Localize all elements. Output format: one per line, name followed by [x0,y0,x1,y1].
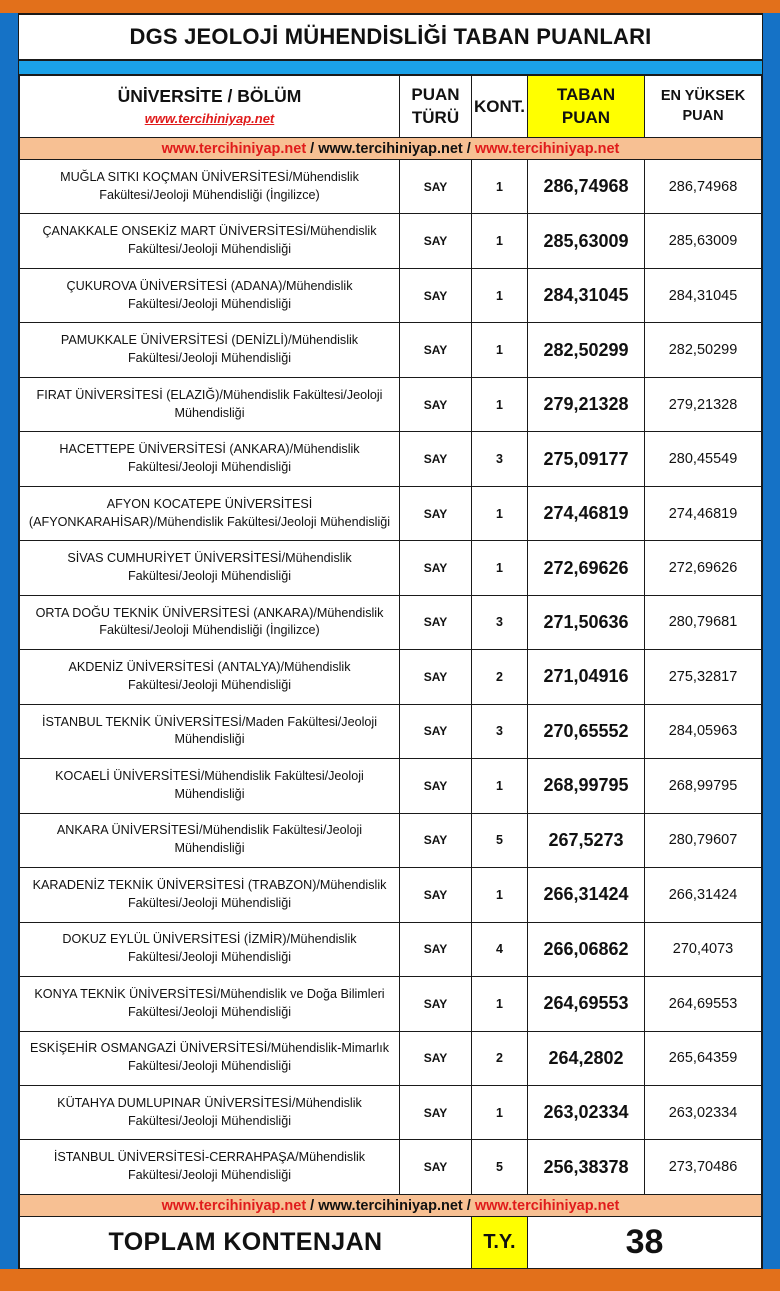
row-quota: 1 [472,214,528,268]
row-base-score: 284,31045 [528,268,645,322]
row-base-score: 264,2802 [528,1031,645,1085]
top-orange-band [0,0,780,13]
column-header-base-score [528,76,645,138]
row-base-score: 264,69553 [528,977,645,1031]
row-highest-score: 268,99795 [645,759,762,813]
page-title: DGS JEOLOJİ MÜHENDİSLİĞİ TABAN PUANLARI [129,24,652,49]
score-sheet [18,13,763,1269]
table-row [20,323,762,377]
row-highest-score: 273,70486 [645,1140,762,1195]
table-row [20,432,762,486]
row-highest-score: 264,69553 [645,977,762,1031]
row-quota: 1 [472,377,528,431]
row-quota: 5 [472,813,528,867]
row-highest-score: 285,63009 [645,214,762,268]
total-quota-badge: T.Y. [472,1217,528,1269]
row-highest-score: 266,31424 [645,868,762,922]
row-university: AFYON KOCATEPE ÜNİVERSİTESİ (AFYONKARAHİSAR)/Mühendislik Fakültesi/Jeoloji Mühendisliği [20,486,400,540]
row-university: İSTANBUL ÜNİVERSİTESİ-CERRAHPAŞA/Mühendislik Fakültesi/Jeoloji Mühendisliği [20,1140,400,1195]
row-quota: 3 [472,432,528,486]
total-quota-row [20,1217,762,1269]
row-base-score: 266,06862 [528,922,645,976]
row-highest-score: 263,02334 [645,1085,762,1139]
base-scores-table [19,75,762,1269]
table-row [20,704,762,758]
row-score-type: SAY [400,268,472,322]
watermark-sep-2: / [462,140,475,157]
row-score-type: SAY [400,160,472,214]
row-quota: 5 [472,1140,528,1195]
row-base-score: 270,65552 [528,704,645,758]
row-base-score: 271,50636 [528,595,645,649]
row-highest-score: 286,74968 [645,160,762,214]
watermark-link-5: www.tercihiniyap.net [318,1197,463,1214]
row-base-score: 268,99795 [528,759,645,813]
row-university: PAMUKKALE ÜNİVERSİTESİ (DENİZLİ)/Mühendislik Fakültesi/Jeoloji Mühendisliği [20,323,400,377]
row-quota: 1 [472,759,528,813]
row-university: KOCAELİ ÜNİVERSİTESİ/Mühendislik Fakültesi/Jeoloji Mühendisliği [20,759,400,813]
row-university: AKDENİZ ÜNİVERSİTESİ (ANTALYA)/Mühendislik Fakültesi/Jeoloji Mühendisliği [20,650,400,704]
row-university: FIRAT ÜNİVERSİTESİ (ELAZIĞ)/Mühendislik Fakültesi/Jeoloji Mühendisliği [20,377,400,431]
table-row [20,922,762,976]
row-quota: 1 [472,868,528,922]
row-base-score: 274,46819 [528,486,645,540]
row-base-score: 272,69626 [528,541,645,595]
row-quota: 1 [472,977,528,1031]
row-university: ÇUKUROVA ÜNİVERSİTESİ (ADANA)/Mühendislik Fakültesi/Jeoloji Mühendisliği [20,268,400,322]
row-highest-score: 280,79681 [645,595,762,649]
watermark-sep-3: / [306,1197,319,1214]
row-base-score: 282,50299 [528,323,645,377]
watermark-link-6: www.tercihiniyap.net [474,1197,620,1214]
table-row [20,813,762,867]
row-university: ESKİŞEHİR OSMANGAZİ ÜNİVERSİTESİ/Mühendislik-Mimarlık Fakültesi/Jeoloji Mühendisliği [20,1031,400,1085]
column-header-base-score-line2: PUAN [561,107,611,127]
row-base-score: 267,5273 [528,813,645,867]
row-university: KONYA TEKNİK ÜNİVERSİTESİ/Mühendislik ve Doğa Bilimleri Fakültesi/Jeoloji Mühendisliği [20,977,400,1031]
content-area [0,13,780,1269]
row-score-type: SAY [400,813,472,867]
table-row [20,268,762,322]
row-quota: 1 [472,268,528,322]
row-quota: 1 [472,323,528,377]
row-quota: 1 [472,486,528,540]
column-header-score-type [400,76,472,138]
table-row [20,486,762,540]
table-row [20,377,762,431]
watermark-link-1: www.tercihiniyap.net [161,140,307,157]
bottom-orange-band [0,1269,780,1291]
watermark-sep-4: / [462,1197,475,1214]
column-header-highest-score-line1: EN YÜKSEK [660,87,746,104]
watermark-link-4: www.tercihiniyap.net [161,1197,307,1214]
row-university: İSTANBUL TEKNİK ÜNİVERSİTESİ/Maden Fakültesi/Jeoloji Mühendisliği [20,704,400,758]
table-row [20,759,762,813]
row-base-score: 266,31424 [528,868,645,922]
watermark-cell-bottom [20,1195,762,1217]
header-watermark-link: www.tercihiniyap.net [144,110,275,126]
row-base-score: 279,21328 [528,377,645,431]
row-university: MUĞLA SITKI KOÇMAN ÜNİVERSİTESİ/Mühendislik Fakültesi/Jeoloji Mühendisliği (İngilizce) [20,160,400,214]
row-quota: 2 [472,1031,528,1085]
row-quota: 3 [472,595,528,649]
row-highest-score: 280,45549 [645,432,762,486]
table-row [20,1140,762,1195]
row-score-type: SAY [400,704,472,758]
table-row [20,1031,762,1085]
row-score-type: SAY [400,977,472,1031]
table-header-row [20,76,762,138]
row-highest-score: 270,4073 [645,922,762,976]
table-row [20,541,762,595]
row-university: ORTA DOĞU TEKNİK ÜNİVERSİTESİ (ANKARA)/Mühendislik Fakültesi/Jeoloji Mühendisliği (İngilizce) [20,595,400,649]
table-row [20,650,762,704]
row-quota: 3 [472,704,528,758]
table-body [20,76,762,1269]
row-highest-score: 284,05963 [645,704,762,758]
row-score-type: SAY [400,1031,472,1085]
total-quota-value: 38 [528,1217,762,1269]
row-highest-score: 280,79607 [645,813,762,867]
row-quota: 1 [472,160,528,214]
row-highest-score: 279,21328 [645,377,762,431]
watermark-link-2: www.tercihiniyap.net [318,140,463,157]
row-university: SİVAS CUMHURİYET ÜNİVERSİTESİ/Mühendislik Fakültesi/Jeoloji Mühendisliği [20,541,400,595]
row-score-type: SAY [400,1085,472,1139]
row-score-type: SAY [400,922,472,976]
row-base-score: 285,63009 [528,214,645,268]
table-row [20,1085,762,1139]
row-base-score: 263,02334 [528,1085,645,1139]
column-header-university [20,76,400,138]
row-score-type: SAY [400,323,472,377]
table-row [20,868,762,922]
column-header-highest-score [645,76,762,138]
row-highest-score: 265,64359 [645,1031,762,1085]
column-header-quota: KONT. [472,76,528,138]
row-university: HACETTEPE ÜNİVERSİTESİ (ANKARA)/Mühendislik Fakültesi/Jeoloji Mühendisliği [20,432,400,486]
row-quota: 4 [472,922,528,976]
row-university: DOKUZ EYLÜL ÜNİVERSİTESİ (İZMİR)/Mühendislik Fakültesi/Jeoloji Mühendisliği [20,922,400,976]
row-score-type: SAY [400,214,472,268]
row-score-type: SAY [400,650,472,704]
row-base-score: 286,74968 [528,160,645,214]
watermark-row-top [20,138,762,160]
column-header-base-score-line1: TABAN [556,84,616,104]
row-university: ANKARA ÜNİVERSİTESİ/Mühendislik Fakültesi/Jeoloji Mühendisliği [20,813,400,867]
table-row [20,977,762,1031]
watermark-text-top [162,141,620,157]
table-row [20,160,762,214]
watermark-cell-top [20,138,762,160]
row-university: KÜTAHYA DUMLUPINAR ÜNİVERSİTESİ/Mühendislik Fakültesi/Jeoloji Mühendisliği [20,1085,400,1139]
row-quota: 1 [472,1085,528,1139]
watermark-row-bottom [20,1195,762,1217]
row-score-type: SAY [400,541,472,595]
row-university: ÇANAKKALE ONSEKİZ MART ÜNİVERSİTESİ/Mühendislik Fakültesi/Jeoloji Mühendisliği [20,214,400,268]
column-header-university-label: ÜNİVERSİTE / BÖLÜM [117,86,302,107]
row-base-score: 275,09177 [528,432,645,486]
watermark-sep-1: / [306,140,319,157]
row-highest-score: 284,31045 [645,268,762,322]
row-score-type: SAY [400,486,472,540]
table-row [20,595,762,649]
row-base-score: 271,04916 [528,650,645,704]
row-quota: 2 [472,650,528,704]
row-score-type: SAY [400,377,472,431]
row-base-score: 256,38378 [528,1140,645,1195]
row-score-type: SAY [400,868,472,922]
page-title-bar [19,13,762,61]
row-highest-score: 274,46819 [645,486,762,540]
column-header-score-type-line1: PUAN [411,84,460,104]
row-highest-score: 282,50299 [645,323,762,377]
total-quota-label: TOPLAM KONTENJAN [20,1217,472,1269]
row-quota: 1 [472,541,528,595]
row-score-type: SAY [400,595,472,649]
row-highest-score: 272,69626 [645,541,762,595]
watermark-link-3: www.tercihiniyap.net [474,140,620,157]
row-score-type: SAY [400,432,472,486]
column-header-highest-score-line2: PUAN [682,107,724,124]
watermark-text-bottom [162,1198,620,1214]
blue-separator-bar [19,61,762,75]
row-score-type: SAY [400,759,472,813]
column-header-score-type-line2: TÜRÜ [411,107,460,127]
row-score-type: SAY [400,1140,472,1195]
row-university: KARADENİZ TEKNİK ÜNİVERSİTESİ (TRABZON)/Mühendislik Fakültesi/Jeoloji Mühendisliği [20,868,400,922]
row-highest-score: 275,32817 [645,650,762,704]
table-row [20,214,762,268]
